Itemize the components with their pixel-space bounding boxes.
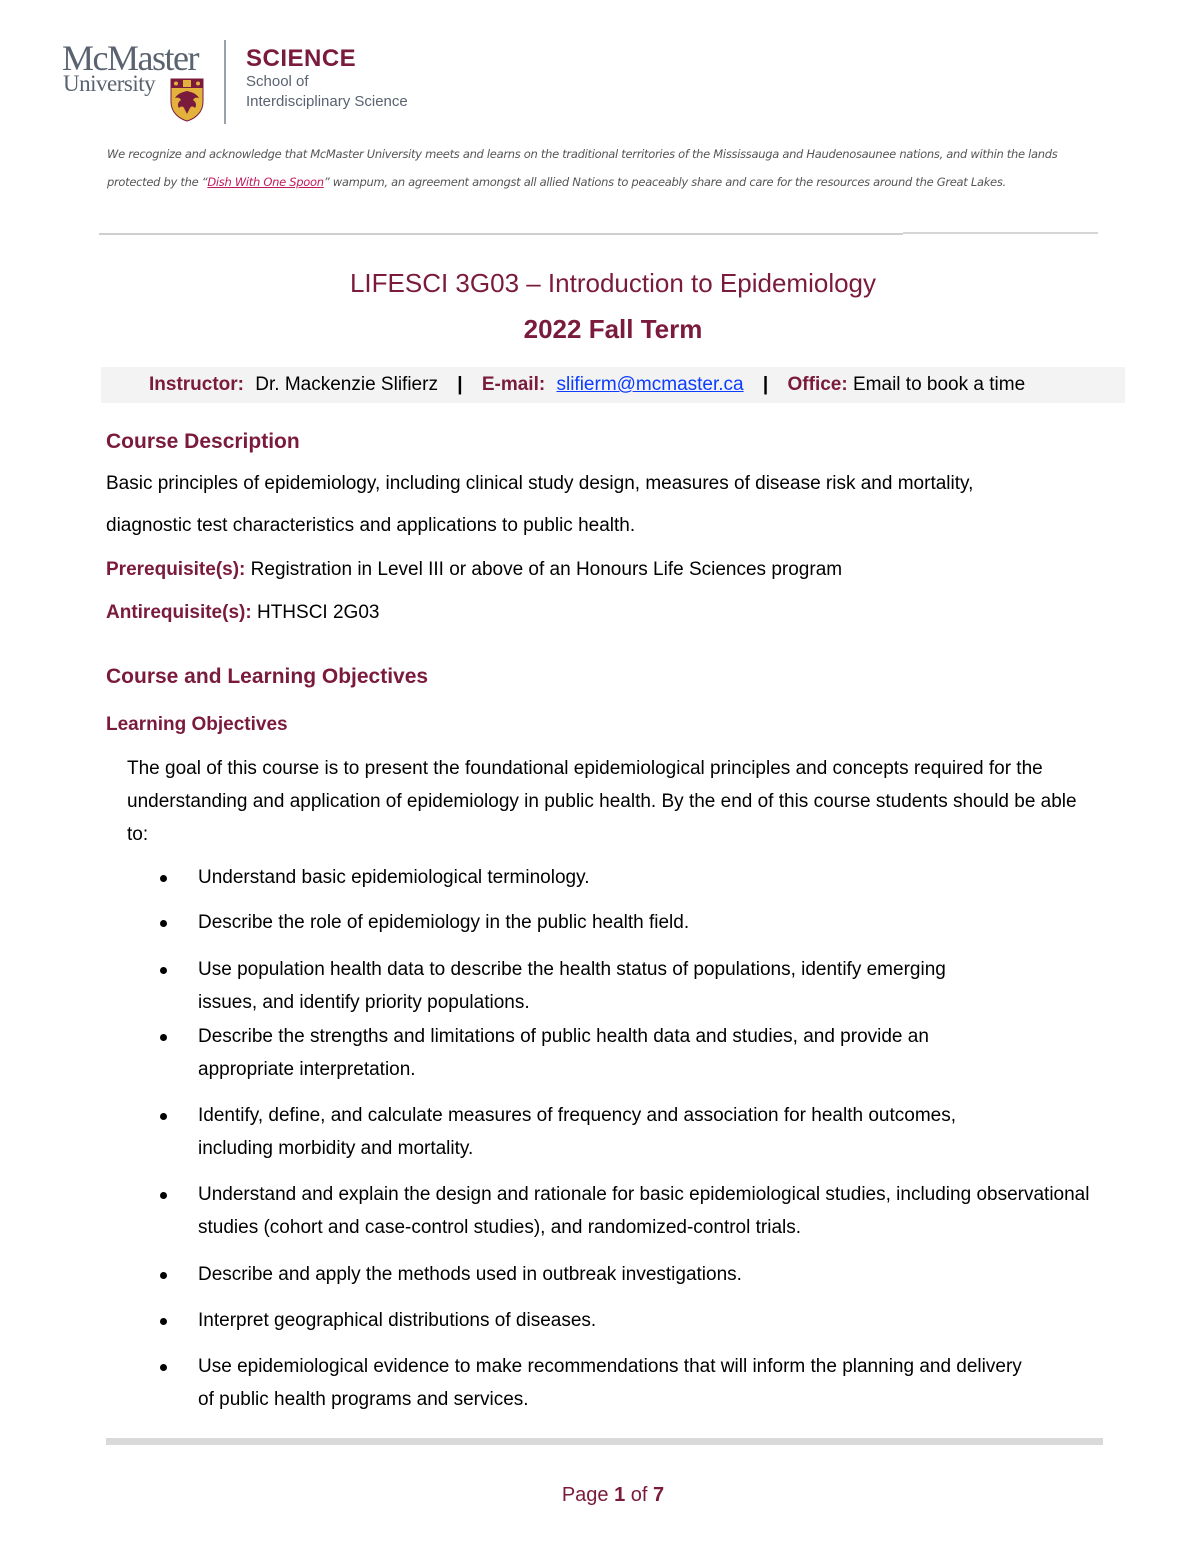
- list-item: Identify, define, and calculate measures of frequency and association for health outcomes, including morbidity and mortality.: [160, 1099, 980, 1165]
- land-acknowledgement: [107, 140, 1107, 196]
- instructor-label: Instructor:: [149, 374, 244, 395]
- objectives-intro: The goal of this course is to present the foundational epidemiological principles and concepts required for the understanding and application of epidemiology in public health. By the end of this course students should be able to:: [127, 758, 1077, 845]
- description-line1: Basic principles of epidemiology, including clinical study design, measures of disease risk and mortality,: [106, 473, 974, 494]
- land-text-before: We recognize and acknowledge that McMaster University meets and learns on the traditional territories of the Mississauga and Haudenosaunee nations, and within the lands protected by the “: [107, 147, 1058, 189]
- prerequisite-label: Prerequisite(s):: [106, 559, 246, 580]
- current-page: 1: [614, 1484, 626, 1506]
- list-item: Describe the strengths and limitations of public health data and studies, and provide an appropriate interpretation.: [160, 1020, 1020, 1086]
- school-line2: Interdisciplinary Science: [246, 93, 408, 110]
- course-description-heading: Course Description: [106, 430, 300, 453]
- of-word: of: [630, 1484, 648, 1506]
- objectives-heading: Course and Learning Objectives: [106, 665, 429, 688]
- separator: |: [762, 374, 769, 395]
- bullet-icon: [160, 920, 167, 927]
- instructor-name: Dr. Mackenzie Slifierz: [255, 374, 438, 395]
- bullet-icon: [160, 1272, 167, 1279]
- course-title: LIFESCI 3G03 – Introduction to Epidemiology: [349, 268, 877, 298]
- email-label: E-mail:: [481, 374, 546, 395]
- office-value: Email to book a time: [853, 374, 1026, 395]
- logo-divider: [224, 40, 226, 124]
- footer-divider: [106, 1438, 1103, 1445]
- land-text-after: ” wampum, an agreement amongst all allied Nations to peaceably share and care for the resources around the Great Lakes.: [323, 175, 1006, 189]
- prerequisite-row: [106, 559, 842, 581]
- list-item: Use epidemiological evidence to make recommendations that will inform the planning and delivery of public health programs and services.: [160, 1350, 1040, 1416]
- antirequisite-row: [106, 602, 379, 624]
- wordmark-line1: McMaster: [62, 38, 198, 78]
- course-term: 2022 Fall Term: [523, 314, 703, 344]
- dish-with-one-spoon-link[interactable]: Dish With One Spoon: [207, 175, 324, 189]
- bullet-icon: [160, 1192, 167, 1199]
- instructor-info-bar: [101, 367, 1125, 403]
- learning-objectives-subheading: Learning Objectives: [106, 714, 288, 735]
- university-crest-icon: [170, 78, 204, 122]
- prerequisite-value: Registration in Level III or above of an Honours Life Sciences program: [250, 559, 843, 580]
- list-item: Use population health data to describe the health status of populations, identify emerging issues, and identify priority populations.: [160, 953, 960, 1019]
- page-number: [0, 1484, 1200, 1507]
- list-item: Understand basic epidemiological terminology.: [160, 861, 1080, 894]
- faculty-wordmark: [246, 46, 408, 112]
- page-word: Page: [561, 1484, 609, 1506]
- bullet-icon: [160, 967, 167, 974]
- bullet-icon: [160, 1034, 167, 1041]
- total-pages: 7: [653, 1484, 665, 1506]
- header-divider: [99, 233, 903, 235]
- bullet-icon: [160, 875, 167, 882]
- list-item: Describe and apply the methods used in outbreak investigations.: [160, 1258, 1080, 1291]
- bullet-icon: [160, 1364, 167, 1371]
- wordmark-line2: University: [63, 71, 156, 96]
- list-item: Interpret geographical distributions of diseases.: [160, 1304, 1080, 1337]
- school-line1: School of: [246, 73, 309, 90]
- list-item: Understand and explain the design and rationale for basic epidemiological studies, including observational studies (cohort and case-control studies), and randomized-control trials.: [160, 1178, 1090, 1244]
- email-link[interactable]: slifierm@mcmaster.ca: [556, 374, 744, 395]
- bullet-icon: [160, 1318, 167, 1325]
- faculty-name: SCIENCE: [246, 45, 357, 72]
- antirequisite-value: HTHSCI 2G03: [256, 602, 380, 623]
- mcmaster-logo: [62, 40, 442, 130]
- office-label: Office:: [787, 374, 848, 395]
- bullet-icon: [160, 1113, 167, 1120]
- header-divider-end: [903, 232, 1098, 234]
- description-line2: diagnostic test characteristics and applications to public health.: [106, 515, 636, 536]
- antirequisite-label: Antirequisite(s):: [106, 602, 252, 623]
- separator: |: [457, 374, 463, 395]
- list-item: Describe the role of epidemiology in the public health field.: [160, 906, 1080, 939]
